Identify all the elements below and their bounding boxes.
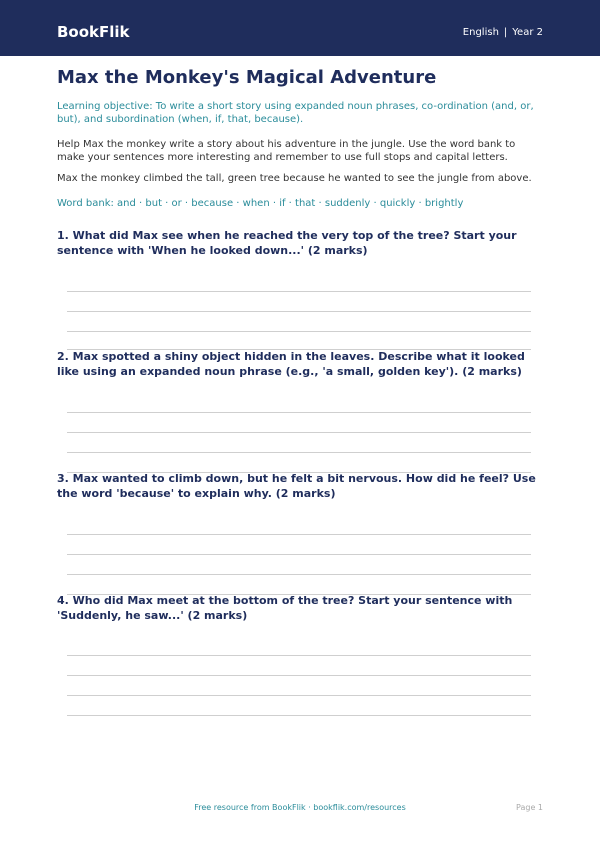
answer-line[interactable]: [67, 715, 531, 716]
question-text: 2. Max spotted a shiny object hidden in the leaves. Describe what it looked like using an expanded noun phrase (e.g., 'a small, golden key'). (2 marks): [57, 350, 525, 378]
answer-line[interactable]: [67, 311, 531, 312]
answer-line[interactable]: [67, 291, 531, 292]
subject-year-label: [463, 26, 543, 40]
question-1: [57, 228, 543, 258]
learning-objective: Learning objective: To write a short story using expanded noun phrases, co-ordination (and, or, but), and subordination (when, if, that, because).: [57, 101, 534, 125]
answer-line[interactable]: [67, 574, 531, 575]
subject-label: English: [462, 27, 499, 38]
answer-line[interactable]: [67, 675, 531, 676]
question-text: 1. What did Max see when he reached the very top of the tree? Start your sentence with 'When he looked down...' (2 marks): [57, 229, 517, 257]
word-bank: Word bank: and · but · or · because · when · if · that · suddenly · quickly · brightly: [57, 198, 464, 209]
page-number: Page 1: [516, 803, 543, 812]
answer-line[interactable]: [67, 432, 531, 433]
subject-separator: |: [503, 27, 508, 38]
answer-line[interactable]: [67, 534, 531, 535]
question-text: 3. Max wanted to climb down, but he felt a bit nervous. How did he feel? Use the word 'because' to explain why. (2 marks): [57, 472, 536, 500]
answer-line[interactable]: [67, 331, 531, 332]
answer-line[interactable]: [67, 554, 531, 555]
page-title: Max the Monkey's Magical Adventure: [57, 67, 437, 88]
answer-line[interactable]: [67, 452, 531, 453]
answer-line[interactable]: [67, 412, 531, 413]
page-header: [0, 0, 600, 56]
question-2: [57, 349, 543, 379]
question-text: 4. Who did Max meet at the bottom of the tree? Start your sentence with 'Suddenly, he saw...' (2 marks): [57, 594, 513, 622]
footer-link[interactable]: Free resource from BookFlik · bookflik.com/resources: [194, 803, 406, 812]
answer-line[interactable]: [67, 695, 531, 696]
year-label: Year 2: [512, 27, 543, 38]
story-start-sentence: Max the monkey climbed the tall, green tree because he wanted to see the jungle from above.: [57, 173, 532, 184]
question-4: [57, 593, 543, 623]
intro-text: Help Max the monkey write a story about his adventure in the jungle. Use the word bank to make your sentences more interesting and remember to use full stops and capital letters.: [57, 139, 516, 163]
question-3: [57, 471, 543, 501]
brand-logo-text[interactable]: BookFlik: [57, 23, 130, 41]
answer-line[interactable]: [67, 655, 531, 656]
